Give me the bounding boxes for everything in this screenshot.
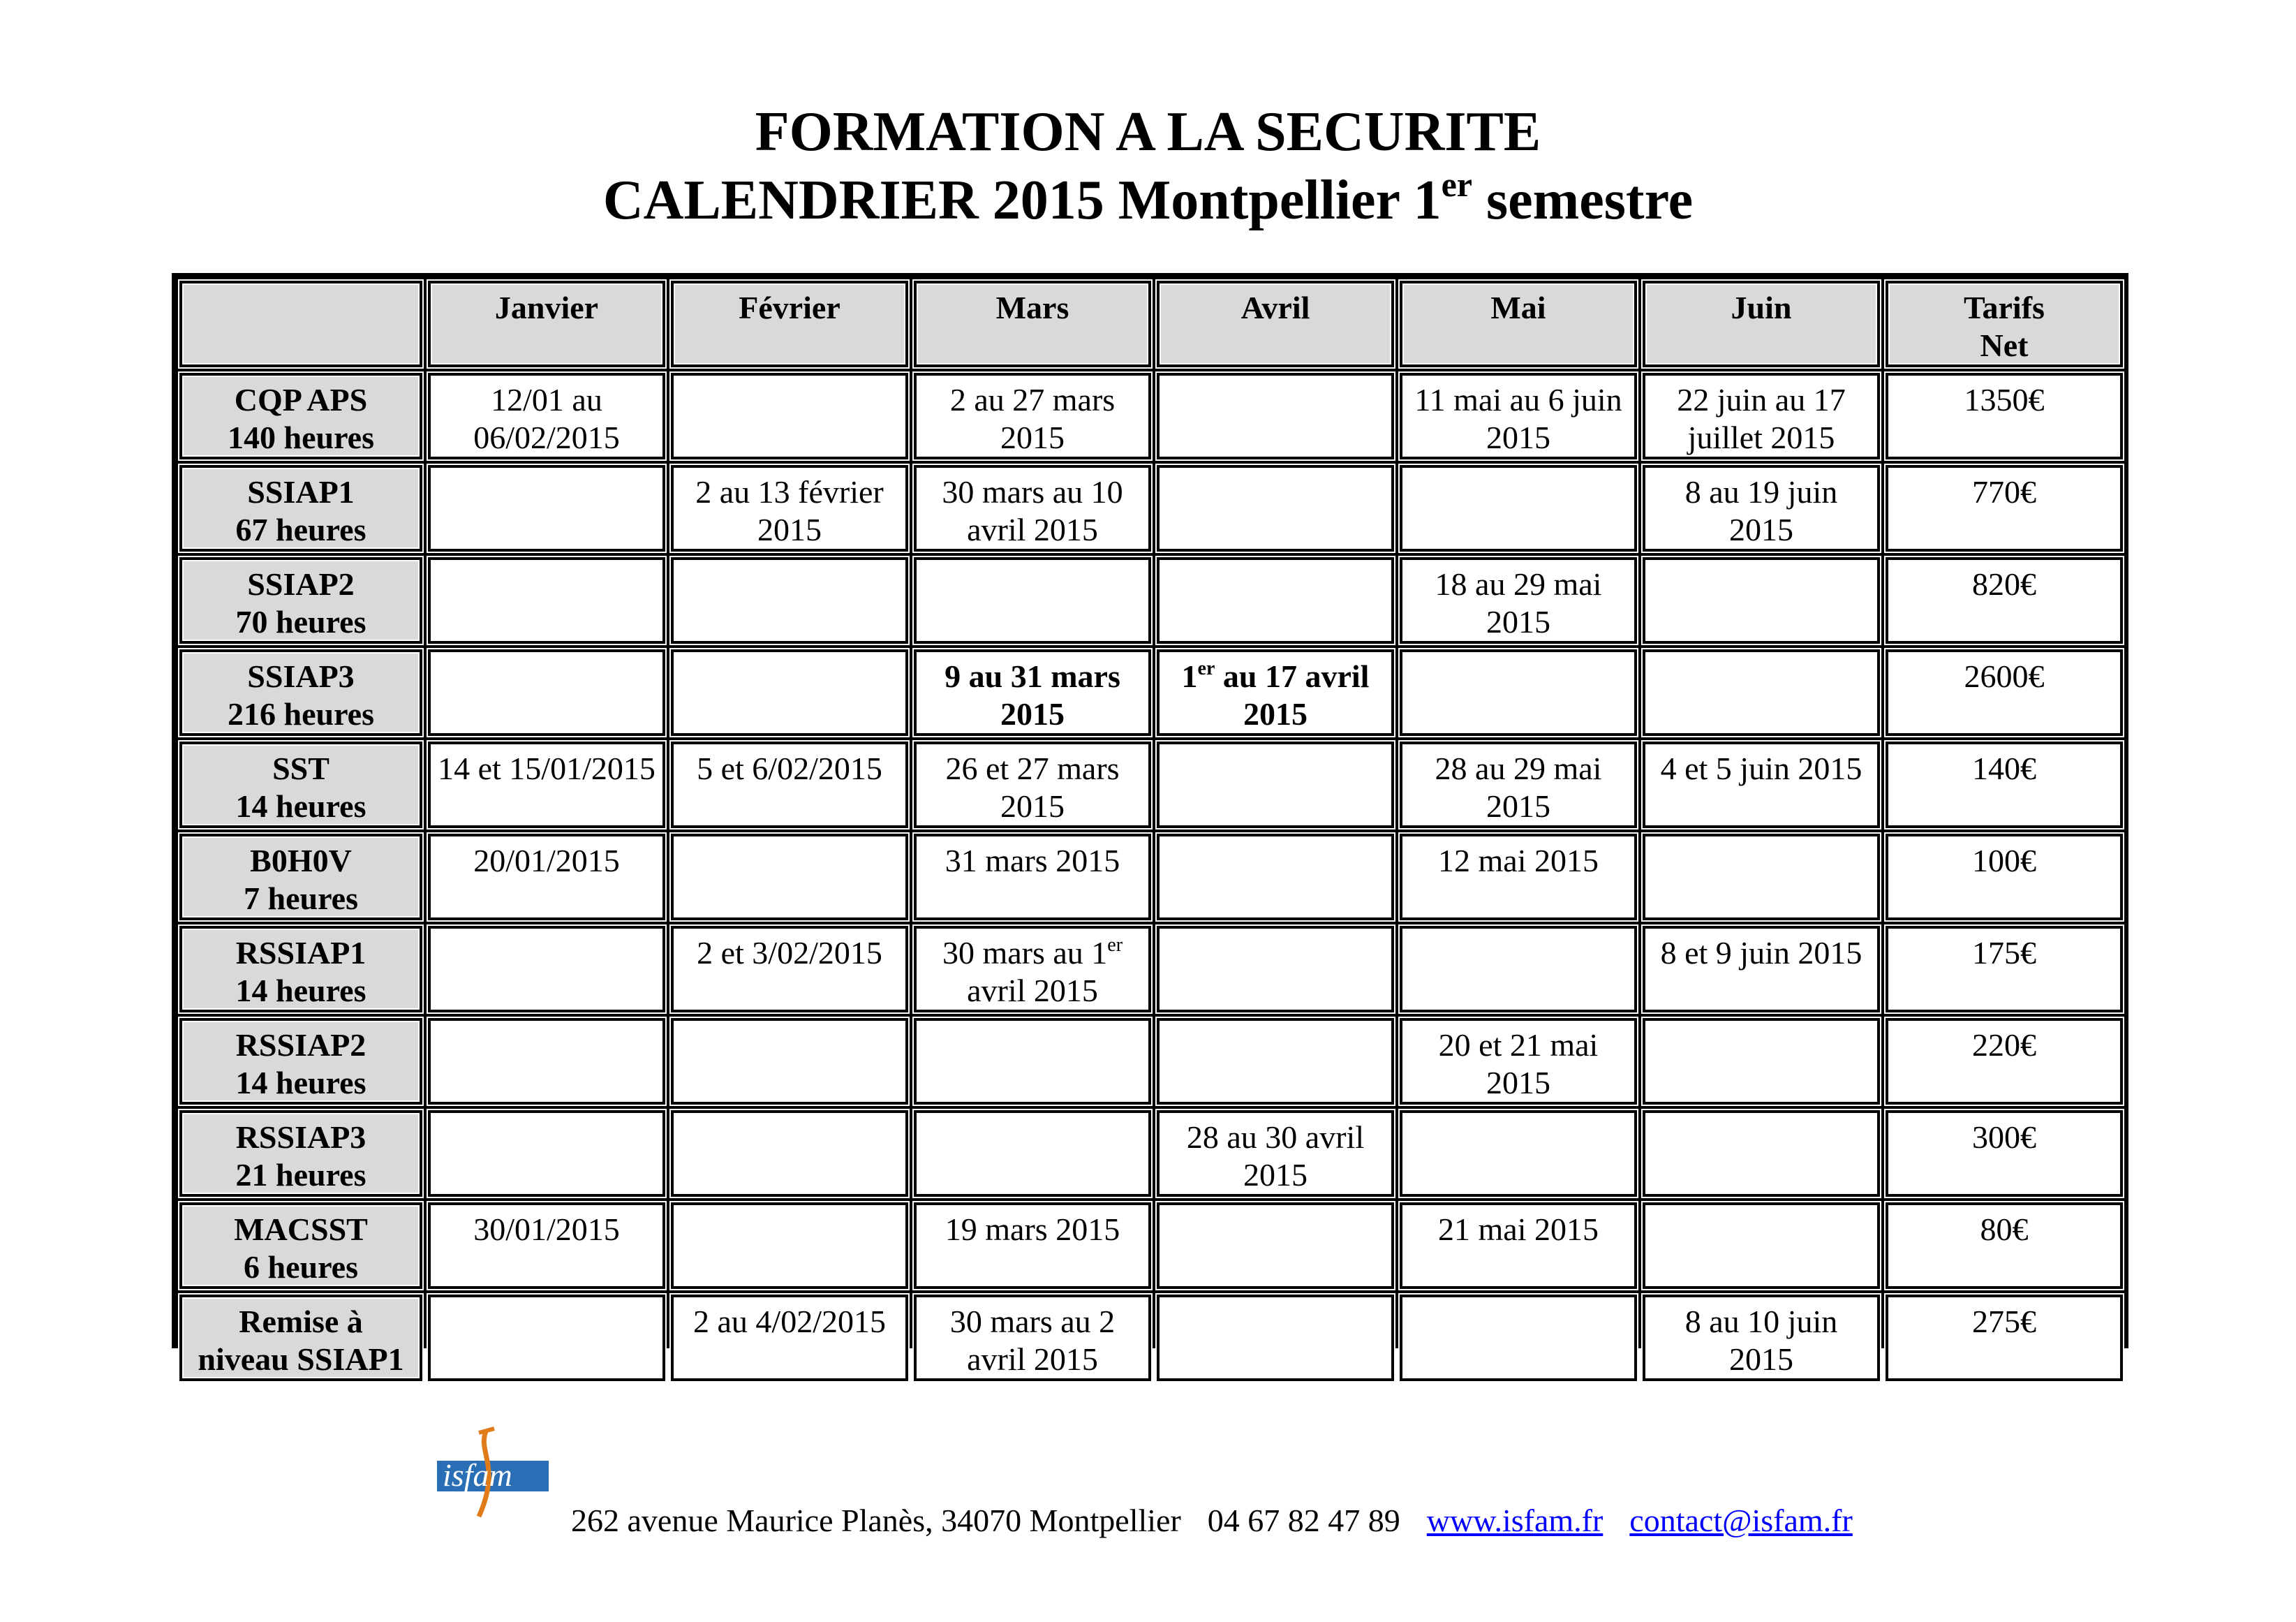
- schedule-table-frame: [172, 273, 2128, 1377]
- header-avril: Avril: [1157, 281, 1394, 367]
- date-cell-mai: 12 mai 2015: [1400, 834, 1637, 920]
- course-hours: 14 heures: [235, 973, 366, 1008]
- course-name: B0H0V: [250, 843, 352, 878]
- date-cell-juin: [1643, 557, 1880, 644]
- email-link[interactable]: contact@isfam.fr: [1629, 1503, 1853, 1538]
- price-cell: 770€: [1886, 465, 2123, 552]
- price-cell: 820€: [1886, 557, 2123, 644]
- date-cell-janvier: 30/01/2015: [428, 1202, 665, 1289]
- date-cell-fevrier: [671, 1202, 908, 1289]
- date-cell-fevrier: 2 au 13 février 2015: [671, 465, 908, 552]
- date-cell-janvier: 12/01 au 06/02/2015: [428, 373, 665, 459]
- date-cell-juin: 8 au 19 juin 2015: [1643, 465, 1880, 552]
- isfam-logo: [437, 1424, 549, 1522]
- date-cell-juin: 22 juin au 17 juillet 2015: [1643, 373, 1880, 459]
- date-cell-juin: [1643, 649, 1880, 736]
- title-line-2-suffix: semestre: [1472, 170, 1694, 231]
- date-cell-avril: 28 au 30 avril 2015: [1157, 1110, 1394, 1197]
- date-cell-janvier: [428, 557, 665, 644]
- date-cell-janvier: [428, 465, 665, 552]
- course-hours: 6 heures: [244, 1249, 358, 1285]
- date-cell-mars: [914, 1110, 1151, 1197]
- date-cell-avril: [1157, 834, 1394, 920]
- price-cell: 300€: [1886, 1110, 2123, 1197]
- date-cell-avril: [1157, 373, 1394, 459]
- table-row: [179, 834, 2123, 920]
- course-name: RSSIAP1: [235, 935, 366, 971]
- date-cell-mai: [1400, 649, 1637, 736]
- footer-address: 262 avenue Maurice Planès, 34070 Montpellier: [571, 1503, 1181, 1538]
- date-cell-fevrier: [671, 373, 908, 459]
- date-cell-janvier: [428, 1110, 665, 1197]
- price-cell: 220€: [1886, 1018, 2123, 1105]
- header-juin: Juin: [1643, 281, 1880, 367]
- date-cell-fevrier: 2 et 3/02/2015: [671, 926, 908, 1012]
- website-link[interactable]: www.isfam.fr: [1426, 1503, 1604, 1538]
- table-row: [179, 557, 2123, 644]
- date-cell-mars: [914, 1018, 1151, 1105]
- course-name-cell: [179, 465, 422, 552]
- title-line-2-sup: er: [1441, 165, 1472, 204]
- date-cell-avril: [1157, 926, 1394, 1012]
- date-sup: er: [1107, 934, 1123, 956]
- date-cell-fevrier: [671, 1018, 908, 1105]
- header-tarif: [1886, 281, 2123, 367]
- footer-line: [571, 1501, 1853, 1540]
- course-name-cell: [179, 557, 422, 644]
- course-name-cell: [179, 1110, 422, 1197]
- course-hours: niveau SSIAP1: [198, 1341, 404, 1377]
- date-cell-mars: [914, 926, 1151, 1012]
- header-row: [179, 281, 2123, 367]
- date-cell-janvier: [428, 649, 665, 736]
- course-name: SSIAP2: [247, 566, 355, 602]
- course-name: MACSST: [234, 1211, 368, 1247]
- date-cell-mars: 30 mars au 10 avril 2015: [914, 465, 1151, 552]
- date-cell-avril: [1157, 1018, 1394, 1105]
- course-hours: 14 heures: [235, 788, 366, 824]
- price-cell: 2600€: [1886, 649, 2123, 736]
- table-row: [179, 926, 2123, 1012]
- date-cell-avril: [1157, 1295, 1394, 1381]
- date-cell-mai: 11 mai au 6 juin 2015: [1400, 373, 1637, 459]
- header-fevrier: Février: [671, 281, 908, 367]
- date-cell-mai: 21 mai 2015: [1400, 1202, 1637, 1289]
- course-name: Remise à: [239, 1304, 363, 1339]
- course-hours: 14 heures: [235, 1065, 366, 1100]
- date-cell-janvier: [428, 926, 665, 1012]
- course-name: SSIAP1: [247, 474, 355, 510]
- price-cell: 1350€: [1886, 373, 2123, 459]
- title-line-2-prefix: CALENDRIER 2015 Montpellier 1: [602, 170, 1442, 231]
- header-mai: Mai: [1400, 281, 1637, 367]
- date-cell-avril: [1157, 649, 1394, 736]
- course-name-cell: [179, 742, 422, 828]
- date-cell-fevrier: 2 au 4/02/2015: [671, 1295, 908, 1381]
- price-cell: 100€: [1886, 834, 2123, 920]
- schedule-table: [174, 275, 2128, 1387]
- date-cell-avril: [1157, 465, 1394, 552]
- date-cell-mai: [1400, 926, 1637, 1012]
- course-hours: 67 heures: [235, 512, 366, 547]
- course-name-cell: [179, 373, 422, 459]
- date-cell-fevrier: [671, 557, 908, 644]
- course-name: SSIAP3: [247, 658, 355, 694]
- date-cell-juin: 8 et 9 juin 2015: [1643, 926, 1880, 1012]
- date-cell-juin: [1643, 1018, 1880, 1105]
- page-title: [0, 98, 2296, 235]
- date-cell-fevrier: 5 et 6/02/2015: [671, 742, 908, 828]
- table-row: [179, 649, 2123, 736]
- date-cell-mars: [914, 557, 1151, 644]
- date-cell-janvier: 20/01/2015: [428, 834, 665, 920]
- date-cell-mai: [1400, 1110, 1637, 1197]
- course-name-cell: [179, 649, 422, 736]
- course-name-cell: [179, 1295, 422, 1381]
- header-corner: [179, 281, 422, 367]
- date-rest: avril 2015: [967, 973, 1098, 1008]
- course-hours: 140 heures: [228, 420, 374, 455]
- date-cell-juin: [1643, 1110, 1880, 1197]
- table-row: [179, 1295, 2123, 1381]
- date-cell-mars: 9 au 31 mars 2015: [914, 649, 1151, 736]
- title-line-1: FORMATION A LA SECURITE: [755, 101, 1541, 163]
- course-hours: 7 heures: [244, 880, 358, 916]
- footer-phone: 04 67 82 47 89: [1207, 1503, 1400, 1538]
- date-cell-juin: [1643, 1202, 1880, 1289]
- date-prefix: 1: [1181, 658, 1198, 694]
- date-cell-janvier: [428, 1295, 665, 1381]
- date-sup: er: [1197, 658, 1215, 679]
- table-row: [179, 1202, 2123, 1289]
- course-hours: 216 heures: [228, 696, 374, 732]
- course-name: SST: [272, 751, 329, 786]
- date-cell-fevrier: [671, 649, 908, 736]
- date-cell-mars: 30 mars au 2 avril 2015: [914, 1295, 1151, 1381]
- price-cell: 140€: [1886, 742, 2123, 828]
- date-prefix: 30 mars au 1: [942, 935, 1108, 971]
- date-cell-juin: 8 au 10 juin 2015: [1643, 1295, 1880, 1381]
- course-hours: 70 heures: [235, 604, 366, 640]
- date-cell-juin: 4 et 5 juin 2015: [1643, 742, 1880, 828]
- date-cell-fevrier: [671, 834, 908, 920]
- course-name-cell: [179, 834, 422, 920]
- date-cell-mars: 26 et 27 mars 2015: [914, 742, 1151, 828]
- header-tarifs-line1: Tarifs: [1964, 290, 2045, 325]
- table-row: [179, 1018, 2123, 1105]
- course-hours: 21 heures: [235, 1157, 366, 1193]
- date-cell-fevrier: [671, 1110, 908, 1197]
- header-janvier: Janvier: [428, 281, 665, 367]
- date-cell-juin: [1643, 834, 1880, 920]
- date-cell-janvier: [428, 1018, 665, 1105]
- table-row: [179, 742, 2123, 828]
- date-cell-mars: 19 mars 2015: [914, 1202, 1151, 1289]
- course-name: RSSIAP2: [235, 1027, 366, 1063]
- date-cell-avril: [1157, 742, 1394, 828]
- price-cell: 175€: [1886, 926, 2123, 1012]
- date-cell-avril: [1157, 557, 1394, 644]
- title-line-2: [0, 166, 2296, 235]
- date-cell-avril: [1157, 1202, 1394, 1289]
- date-cell-mai: [1400, 465, 1637, 552]
- date-cell-mars: 31 mars 2015: [914, 834, 1151, 920]
- date-cell-janvier: 14 et 15/01/2015: [428, 742, 665, 828]
- date-cell-mai: [1400, 1295, 1637, 1381]
- price-cell: 80€: [1886, 1202, 2123, 1289]
- course-name: RSSIAP3: [235, 1119, 366, 1155]
- header-tarifs-line2: Net: [1980, 327, 2029, 363]
- table-row: [179, 465, 2123, 552]
- date-rest: au 17 avril 2015: [1222, 658, 1370, 732]
- table-row: [179, 1110, 2123, 1197]
- date-cell-mai: 18 au 29 mai 2015: [1400, 557, 1637, 644]
- header-mars: Mars: [914, 281, 1151, 367]
- date-cell-mai: 28 au 29 mai 2015: [1400, 742, 1637, 828]
- date-cell-mai: 20 et 21 mai 2015: [1400, 1018, 1637, 1105]
- table-row: [179, 373, 2123, 459]
- course-name-cell: [179, 1202, 422, 1289]
- isfam-logo-graphic: [437, 1424, 549, 1522]
- logo-text: isfam: [443, 1457, 512, 1493]
- course-name: CQP APS: [234, 382, 368, 418]
- price-cell: 275€: [1886, 1295, 2123, 1381]
- course-name-cell: [179, 926, 422, 1012]
- date-cell-mars: 2 au 27 mars 2015: [914, 373, 1151, 459]
- course-name-cell: [179, 1018, 422, 1105]
